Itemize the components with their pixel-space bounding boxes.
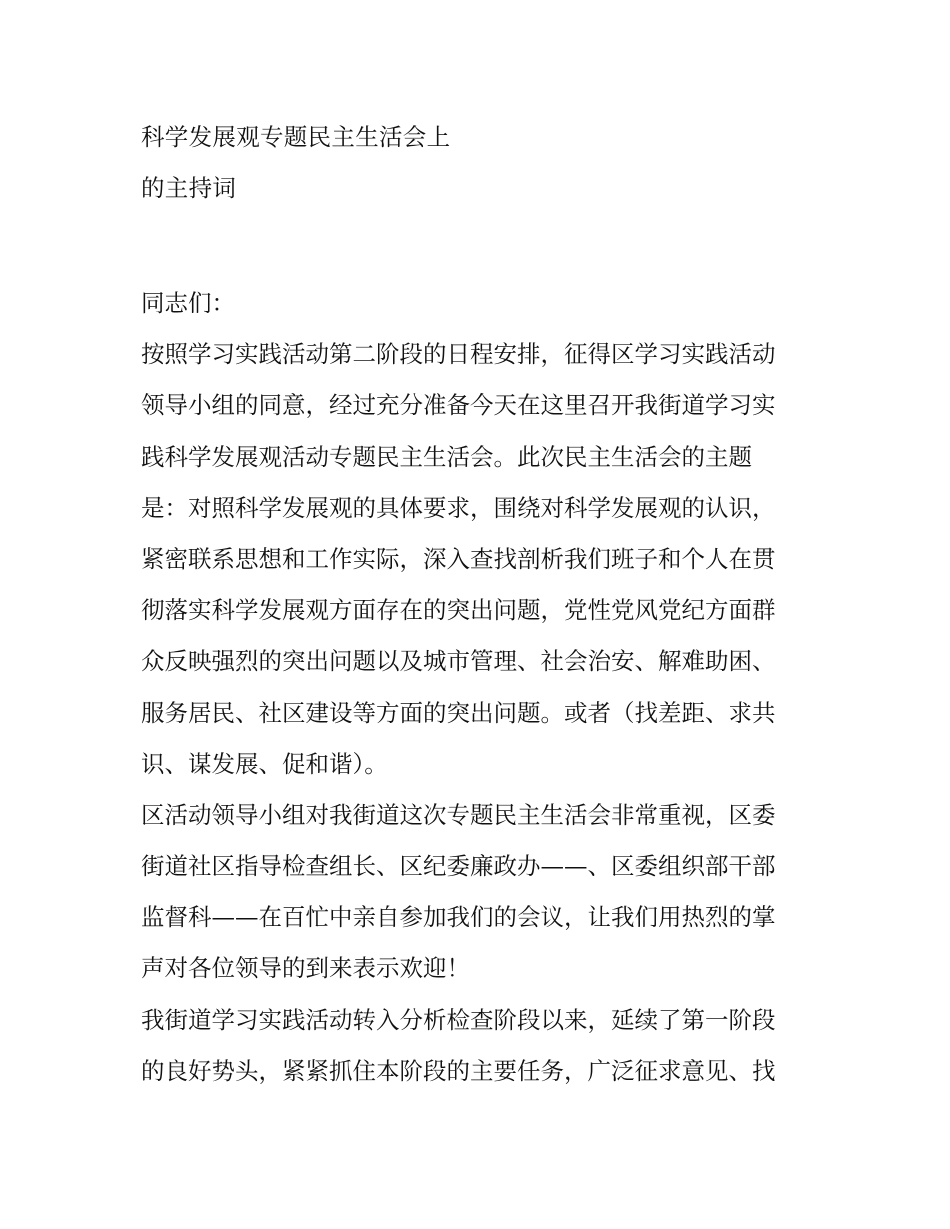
text-line: 践科学发展观活动专题民主生活会。此次民主生活会的主题 (141, 442, 752, 471)
paragraph (141, 790, 821, 995)
text-line: 声对各位领导的到来表示欢迎！ (141, 954, 470, 983)
text-line: 监督科——在百忙中亲自参加我们的会议，让我们用热烈的掌 (141, 903, 776, 932)
text-line: 的良好势头，紧紧抓住本阶段的主要任务，广泛征求意见、找 (141, 1056, 776, 1085)
document-body (141, 278, 821, 1097)
text-line: 按照学习实践活动第二阶段的日程安排，征得区学习实践活动 (141, 340, 776, 369)
text-line: 服务居民、社区建设等方面的突出问题。或者（找差距、求共 (141, 698, 776, 727)
title-line: 科学发展观专题民主生活会上 (141, 123, 451, 151)
paragraph (141, 329, 821, 790)
text-line: 我街道学习实践活动转入分析检查阶段以来，延续了第一阶段 (141, 1005, 776, 1034)
text-line: 同志们： (141, 289, 235, 317)
text-line: 众反映强烈的突出问题以及城市管理、社会治安、解难助困、 (141, 647, 776, 676)
text-line: 紧密联系思想和工作实际，深入查找剖析我们班子和个人在贯 (141, 544, 776, 573)
text-line: 区活动领导小组对我街道这次专题民主生活会非常重视，区委 (141, 800, 776, 829)
salutation-paragraph (141, 278, 821, 329)
text-line: 彻落实科学发展观方面存在的突出问题，党性党风党纪方面群 (141, 596, 776, 625)
text-line: 识、谋发展、促和谐）。 (141, 749, 388, 778)
text-line: 是：对照科学发展观的具体要求，围绕对科学发展观的认识， (141, 493, 776, 522)
title-line: 的主持词 (141, 174, 237, 203)
paragraph (141, 995, 821, 1097)
text-line: 街道社区指导检查组长、区纪委廉政办——、区委组织部干部 (141, 852, 776, 881)
document-title (141, 112, 821, 214)
text-line: 领导小组的同意，经过充分准备今天在这里召开我街道学习实 (141, 391, 776, 420)
